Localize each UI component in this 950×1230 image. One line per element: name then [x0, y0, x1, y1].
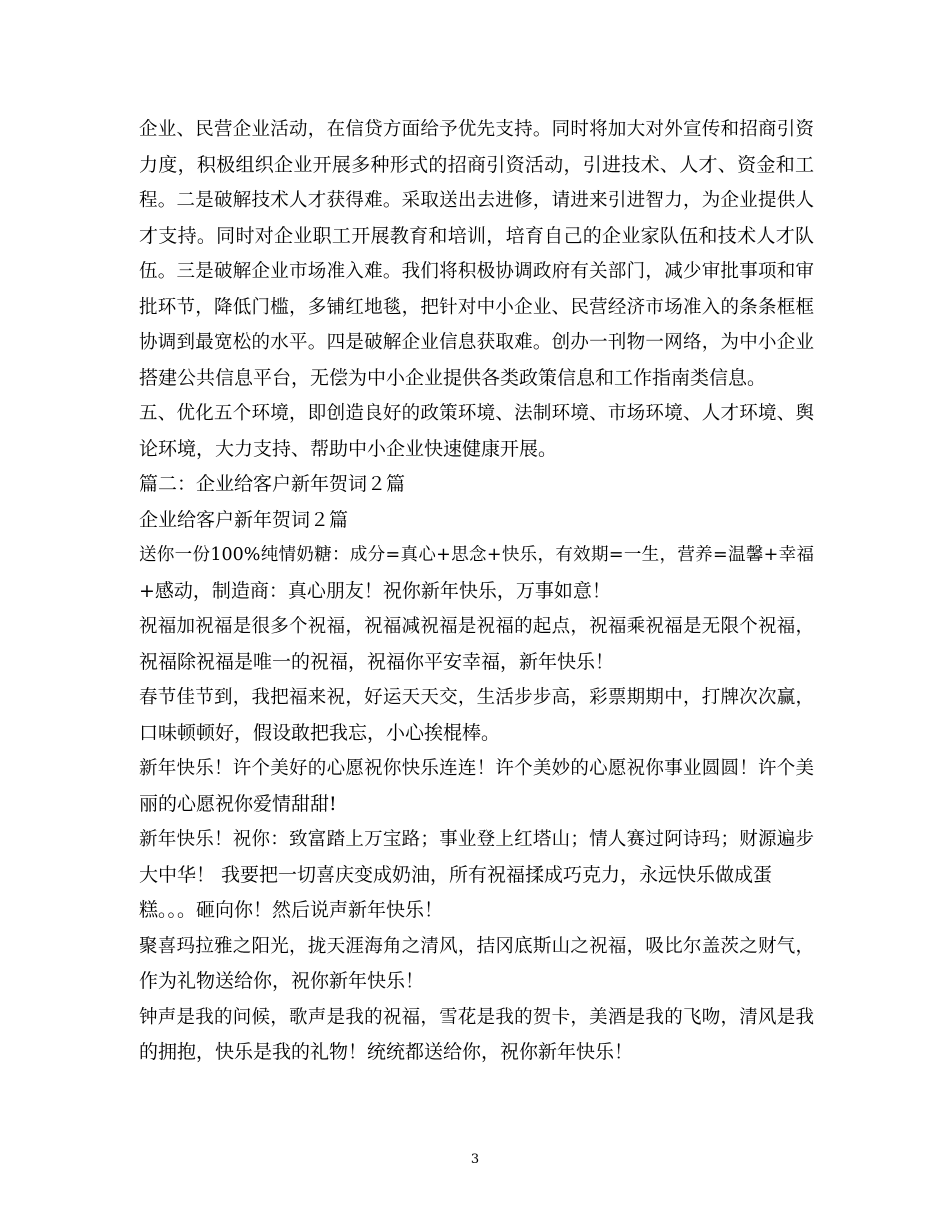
text-line: 祝福加祝福是很多个祝福，祝福减祝福是祝福的起点，祝福乘祝福是无限个祝福， — [139, 616, 814, 637]
section-heading: 篇二：企业给客户新年贺词２篇 — [139, 473, 406, 495]
text-line: 批环节，降低门槛，多铺红地毯，把针对中小企业、民营经济市场准入的条条框框 — [139, 296, 814, 318]
text-line: 丽的心愿祝你爱情甜甜! — [139, 792, 337, 815]
text-line: 力度，积极组织企业开展多种形式的招商引资活动，引进技术、人才、资金和工 — [139, 153, 814, 176]
text-line: 聚喜玛拉雅之阳光，拢天涯海角之清风，拮冈底斯山之祝福，吸比尔盖茨之财气， — [139, 935, 814, 957]
text-line: 伍。三是破解企业市场准入难。我们将积极协调政府有关部门，减少审批事项和审 — [139, 261, 814, 282]
text-line: 新年快乐！祝你：致富踏上万宝路；事业登上红塔山；情人赛过阿诗玛；财源遍步 — [139, 829, 814, 850]
document-body — [139, 112, 814, 1071]
text-line: 作为礼物送给你，祝你新年快乐！ — [139, 970, 425, 992]
text-line: 祝福除祝福是唯一的祝福，祝福你平安幸福，新年快乐！ — [139, 650, 615, 673]
text-line: 搭建公共信息平台，无偿为中小企业提供各类政策信息和工作指南类信息。 — [139, 366, 767, 389]
section-title: 企业给客户新年贺词２篇 — [139, 508, 349, 531]
text-line: 五、优化五个环境，即创造良好的政策环境、法制环境、市场环境、人才环境、舆 — [139, 403, 814, 424]
text-line: 协调到最宽松的水平。四是破解企业信息获取难。创办一刊物一网络，为中小企业 — [139, 332, 814, 353]
text-line: 大中华！ 我要把一切喜庆变成奶油，所有祝福揉成巧克力，永远快乐做成蛋 — [139, 863, 773, 886]
text-line: 企业、民营企业活动，在信贷方面给予优先支持。同时将加大对外宣传和招商引资 — [139, 119, 814, 140]
text-line: 程。二是破解技术人才获得难。采取送出去进修，请进来引进智力，为企业提供人 — [139, 190, 814, 211]
text-line: 论环境，大力支持、帮助中小企业快速健康开展。 — [139, 437, 558, 460]
text-line: 糕。。。砸向你！然后说声新年快乐！ — [139, 899, 444, 921]
text-line: 钟声是我的问候，歌声是我的祝福，雪花是我的贺卡，美酒是我的飞吻，清风是我 — [139, 1006, 814, 1028]
text-line: 才支持。同时对企业职工开展教育和培训，培育自己的企业家队伍和技术人才队 — [139, 224, 814, 247]
text-line: +感动，制造商：真心朋友！祝你新年快乐，万事如意！ — [139, 579, 611, 602]
text-line: 春节佳节到，我把福来祝，好运天天交，生活步步高，彩票期期中，打牌次次赢， — [139, 687, 814, 708]
text-line: 的拥抱，快乐是我的礼物！统统都送给你，祝你新年快乐！ — [139, 1041, 634, 1063]
page-number: 3 — [470, 1152, 480, 1167]
text-line: 送你一份100%纯情奶糖：成分=真心+思念+快乐，有效期=一生，营养=温馨+幸福 — [139, 545, 814, 565]
text-line: 新年快乐！许个美好的心愿祝你快乐连连！许个美妙的心愿祝你事业圆圆！许个美 — [139, 758, 814, 779]
text-line: 口味顿顿好，假设敢把我忘，小心挨棍棒。 — [139, 721, 501, 744]
